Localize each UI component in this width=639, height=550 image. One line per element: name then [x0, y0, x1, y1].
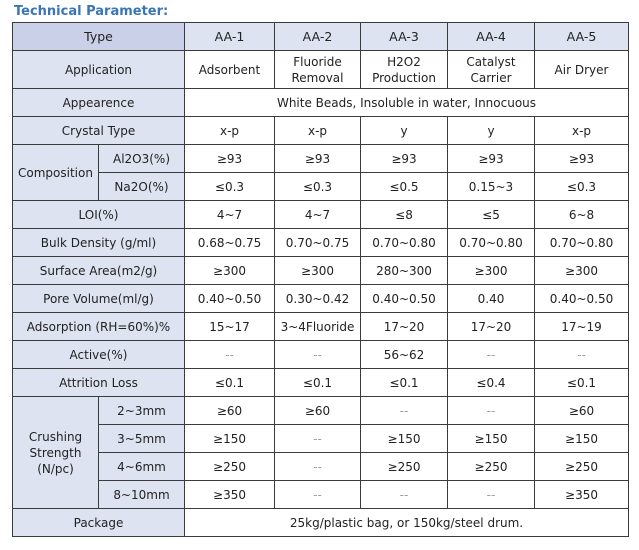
table-cell: -- [448, 397, 535, 425]
table-cell: 0.70~0.80 [448, 229, 535, 257]
table-cell: 0.40 [448, 285, 535, 313]
table-cell: 0.70~0.80 [535, 229, 629, 257]
table-cell: 280~300 [361, 257, 448, 285]
table-cell: 0.40~0.50 [185, 285, 275, 313]
row-label: 2~3mm [99, 397, 185, 425]
table-cell: ≤0.4 [448, 369, 535, 397]
grade-header: AA-4 [448, 23, 535, 51]
table-cell: -- [448, 481, 535, 509]
active-row [13, 341, 629, 369]
crushing-row [13, 397, 629, 425]
table-cell: ≤0.3 [275, 173, 361, 201]
grade-header: AA-2 [275, 23, 361, 51]
table-cell: ≥350 [185, 481, 275, 509]
row-label: 3~5mm [99, 425, 185, 453]
table-cell: H2O2 Production [361, 51, 448, 89]
crushing-strength-label: Crushing Strength (N/pc) [13, 397, 99, 509]
table-cell: 3~4Fluoride [275, 313, 361, 341]
table-cell: x-p [275, 117, 361, 145]
row-label: Crystal Type [13, 117, 185, 145]
table-cell: 15~17 [185, 313, 275, 341]
table-cell: ≥93 [535, 145, 629, 173]
table-cell: 0.70~0.80 [361, 229, 448, 257]
table-cell: ≥300 [185, 257, 275, 285]
appearance-row [13, 89, 629, 117]
table-cell: -- [448, 341, 535, 369]
table-cell: 4~7 [185, 201, 275, 229]
table-cell: ≤0.3 [185, 173, 275, 201]
table-cell: 0.15~3 [448, 173, 535, 201]
table-cell: Fluoride Removal [275, 51, 361, 89]
table-cell: White Beads, Insoluble in water, Innocuous [185, 89, 629, 117]
table-cell: Catalyst Carrier [448, 51, 535, 89]
row-label: Surface Area(m2/g) [13, 257, 185, 285]
package-row [13, 509, 629, 537]
table-cell: ≥93 [275, 145, 361, 173]
table-cell: Air Dryer [535, 51, 629, 89]
table-cell: ≥150 [361, 425, 448, 453]
crushing-row [13, 481, 629, 509]
crystal-type-row [13, 117, 629, 145]
table-cell: -- [275, 453, 361, 481]
table-cell: -- [275, 341, 361, 369]
adsorption-row [13, 313, 629, 341]
row-label: Package [13, 509, 185, 537]
composition-label: Composition [13, 145, 99, 201]
table-cell: 0.40~0.50 [361, 285, 448, 313]
table-cell: ≤0.1 [275, 369, 361, 397]
table-cell: ≤5 [448, 201, 535, 229]
table-cell: ≥93 [448, 145, 535, 173]
table-cell: ≤0.5 [361, 173, 448, 201]
row-label: Pore Volume(ml/g) [13, 285, 185, 313]
table-cell: ≥300 [448, 257, 535, 285]
crushing-row [13, 425, 629, 453]
table-cell: ≥150 [535, 425, 629, 453]
header-row [13, 23, 629, 51]
table-cell: Adsorbent [185, 51, 275, 89]
table-cell: ≤0.3 [535, 173, 629, 201]
row-label: 4~6mm [99, 453, 185, 481]
table-cell: ≥250 [185, 453, 275, 481]
table-cell: -- [361, 397, 448, 425]
loi-row [13, 201, 629, 229]
table-cell: ≥60 [275, 397, 361, 425]
section-title: Technical Parameter: [14, 4, 169, 19]
table-cell: ≤0.1 [361, 369, 448, 397]
table-cell: -- [185, 341, 275, 369]
table-cell: ≤0.1 [535, 369, 629, 397]
application-row [13, 51, 629, 89]
crushing-row [13, 453, 629, 481]
table-cell: 4~7 [275, 201, 361, 229]
row-label: 8~10mm [99, 481, 185, 509]
row-label: Active(%) [13, 341, 185, 369]
table-cell: ≥150 [185, 425, 275, 453]
table-cell: 0.40~0.50 [535, 285, 629, 313]
table-cell: 17~20 [448, 313, 535, 341]
table-cell: ≥350 [535, 481, 629, 509]
table-cell: 25kg/plastic bag, or 150kg/steel drum. [185, 509, 629, 537]
table-cell: 17~19 [535, 313, 629, 341]
bulk-density-row [13, 229, 629, 257]
table-cell: y [361, 117, 448, 145]
table-cell: 17~20 [361, 313, 448, 341]
table-cell: ≥250 [448, 453, 535, 481]
row-label: LOI(%) [13, 201, 185, 229]
row-label: Attrition Loss [13, 369, 185, 397]
table-cell: ≤0.1 [185, 369, 275, 397]
grade-header: AA-1 [185, 23, 275, 51]
table-cell: -- [275, 425, 361, 453]
table-cell: -- [535, 341, 629, 369]
table-cell: ≥300 [535, 257, 629, 285]
row-label: Al2O3(%) [99, 145, 185, 173]
table-cell: ≥250 [535, 453, 629, 481]
table-cell: ≥300 [275, 257, 361, 285]
table-cell: ≥93 [361, 145, 448, 173]
pore-volume-row [13, 285, 629, 313]
surface-area-row [13, 257, 629, 285]
table-cell: ≥60 [185, 397, 275, 425]
table-cell: ≥250 [361, 453, 448, 481]
grade-header: AA-3 [361, 23, 448, 51]
table-cell: 0.30~0.42 [275, 285, 361, 313]
type-header: Type [13, 23, 185, 51]
grade-header: AA-5 [535, 23, 629, 51]
composition-al2o3-row [13, 145, 629, 173]
table-cell: y [448, 117, 535, 145]
table-cell: 0.68~0.75 [185, 229, 275, 257]
table-cell: ≤8 [361, 201, 448, 229]
composition-na2o-row [13, 173, 629, 201]
row-label: Appearence [13, 89, 185, 117]
table-cell: ≥150 [448, 425, 535, 453]
table-cell: 6~8 [535, 201, 629, 229]
table-cell: x-p [185, 117, 275, 145]
row-label: Application [13, 51, 185, 89]
table-cell: ≥93 [185, 145, 275, 173]
table-cell: x-p [535, 117, 629, 145]
table-cell: 0.70~0.75 [275, 229, 361, 257]
row-label: Bulk Density (g/ml) [13, 229, 185, 257]
table-cell: ≥60 [535, 397, 629, 425]
technical-parameter-table [12, 22, 629, 537]
table-cell: -- [275, 481, 361, 509]
row-label: Adsorption (RH=60%)% [13, 313, 185, 341]
attrition-row [13, 369, 629, 397]
table-cell: -- [361, 481, 448, 509]
table-cell: 56~62 [361, 341, 448, 369]
row-label: Na2O(%) [99, 173, 185, 201]
